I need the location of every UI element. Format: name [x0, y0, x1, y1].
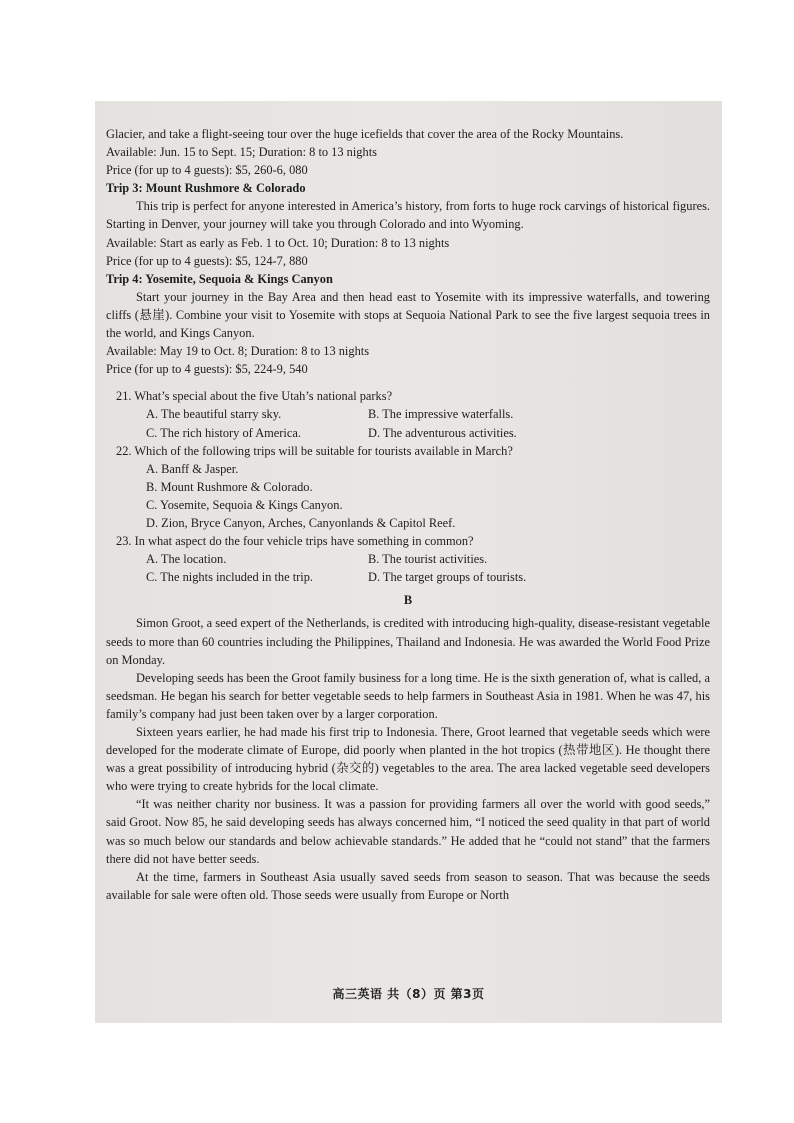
section-heading-b: B	[403, 593, 413, 608]
option-b: B. The tourist activities.	[368, 552, 488, 567]
trip3-title: Trip 3: Mount Rushmore & Colorado	[106, 181, 306, 196]
trip4-title: Trip 4: Yosemite, Sequoia & Kings Canyon	[106, 271, 333, 286]
trip4-desc: Start your journey in the Bay Area and then head east to Yosemite with its impressive waterfalls, and towering cliffs (悬崖). Combine your visit to Yosemite with stops at Sequoia National Park to see the five largest sequoia trees in the world, and Kings Canyon.	[106, 289, 710, 341]
option-a: A. The beautiful starry sky.	[146, 407, 282, 422]
question-23	[106, 532, 710, 586]
passage-b-paragraph-2: Developing seeds has been the Groot family business for a long time. He is the sixth generation of, what is called, a seedsman. He began his search for better vegetable seeds to help farmers in Southeast Asia in 1981. When he was 47, his family’s company had just been taken over by a larger corporation.	[106, 670, 710, 721]
exam-page	[95, 101, 722, 1023]
passage-b-paragraph-1: Simon Groot, a seed expert of the Netherlands, is credited with introducing high-quality, disease-resistant vegetable seeds to more than 60 countries including the Philippines, Thailand and Indonesia. He was awarded the World Food Prize on Monday.	[106, 616, 710, 667]
question-21	[106, 387, 710, 441]
trip2-available: Available: Jun. 15 to Sept. 15; Duration: 8 to 13 nights	[106, 145, 377, 160]
option-d: D. The target groups of tourists.	[368, 570, 527, 585]
trip4-available: Available: May 19 to Oct. 8; Duration: 8 to 13 nights	[106, 344, 370, 359]
page-footer: 高三英语 共（8）页 第3页	[332, 986, 485, 1001]
trip2-desc-tail: Glacier, and take a flight-seeing tour over the huge icefields that cover the area of the Rocky Mountains.	[106, 127, 624, 141]
question-22	[106, 442, 710, 532]
question-stem: 21. What’s special about the five Utah’s national parks?	[116, 389, 393, 404]
question-stem: 22. Which of the following trips will be suitable for tourists available in March?	[116, 443, 513, 458]
option-a: A. Banff & Jasper.	[146, 461, 239, 476]
option-b: B. The impressive waterfalls.	[368, 407, 514, 422]
trip4-price: Price (for up to 4 guests): $5, 224-9, 540	[106, 362, 308, 377]
option-d: D. Zion, Bryce Canyon, Arches, Canyonlands & Capitol Reef.	[146, 515, 456, 530]
option-b: B. Mount Rushmore & Colorado.	[146, 479, 313, 494]
option-a: A. The location.	[146, 552, 227, 567]
option-d: D. The adventurous activities.	[368, 425, 517, 440]
option-c: C. The rich history of America.	[146, 425, 301, 440]
passage-b-paragraph-3: Sixteen years earlier, he had made his first trip to Indonesia. There, Groot learned that vegetable seeds which were developed for the moderate climate of Europe, did poorly when planted in the hot tropics (热带地区). He thought there was a great possibility of introducing hybrid (杂交的) vegetables to the area. The area lacked vegetable seed developers who were trying to create hybrids for the local climate.	[106, 725, 710, 794]
trip3-price: Price (for up to 4 guests): $5, 124-7, 880	[106, 253, 308, 268]
question-stem: 23. In what aspect do the four vehicle trips have something in common?	[116, 534, 474, 549]
trip2-price: Price (for up to 4 guests): $5, 260-6, 080	[106, 163, 308, 178]
passage-b-paragraph-5: At the time, farmers in Southeast Asia usually saved seeds from season to season. That was because the seeds available for sale were often old. Those seeds were usually from Europe or North	[106, 869, 710, 902]
trip3-available: Available: Start as early as Feb. 1 to Oct. 10; Duration: 8 to 13 nights	[106, 235, 450, 250]
trip3-desc: This trip is perfect for anyone interested in America’s history, from forts to huge rock carvings of historical figures. Starting in Denver, your journey will take you through Colorado and into Wyoming.	[106, 199, 710, 232]
option-c: C. Yosemite, Sequoia & Kings Canyon.	[146, 497, 343, 512]
passage-b-paragraph-4: “It was neither charity nor business. It was a passion for providing farmers all over the world with good seeds,” said Groot. Now 85, he said developing seeds has always concerned him, “I noticed the seed quality in that part of world was so much below our standards and below achievable standards.” He added that he “could not stand” that the farmers there did not have better seeds.	[106, 797, 710, 866]
option-c: C. The nights included in the trip.	[146, 570, 314, 585]
